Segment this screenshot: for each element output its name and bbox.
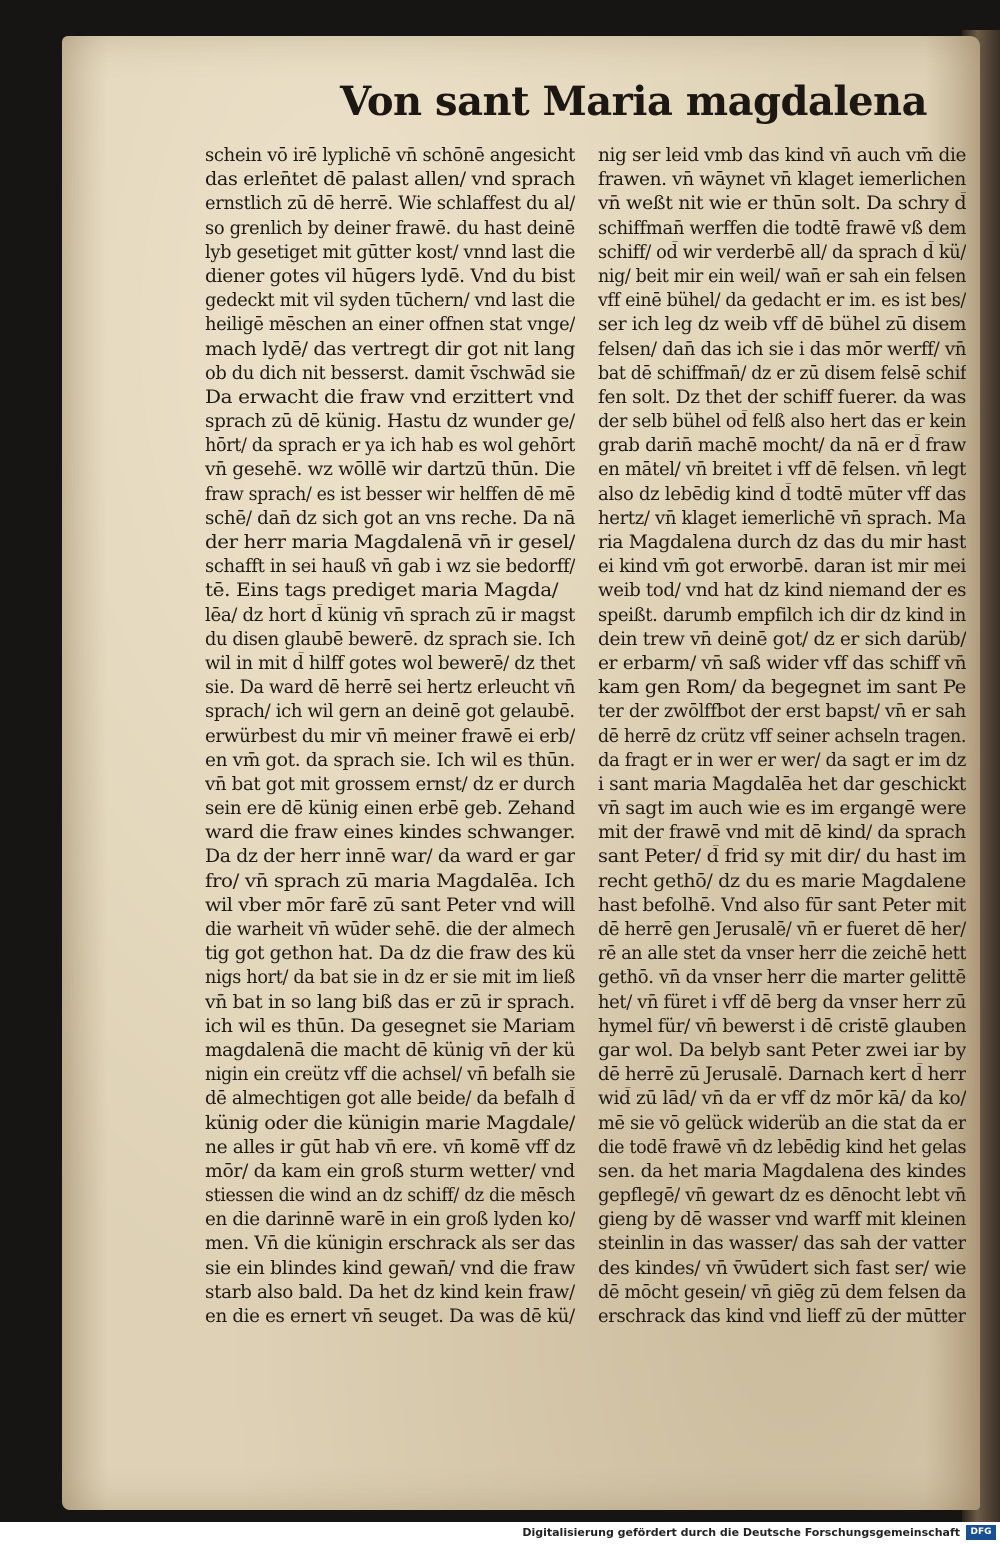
text-line: hertz/ vn̄ klaget iemerlichē vn̄ sprach. Ma: [598, 507, 966, 529]
text-line: felsen/ dan̄ das ich sie i das mōr werff/ vn̄: [598, 338, 966, 360]
text-line: dein trew vn̄ deinē got/ dz er sich darüb/: [598, 628, 966, 650]
text-line: mōr/ da kam ein groß sturm wetter/ vnd: [205, 1160, 575, 1182]
text-line: hōrt/ da sprach er ya ich hab es wol gehōrt: [205, 435, 575, 457]
text-line: tig got gethon hat. Da dz die fraw des kü: [205, 943, 575, 965]
text-line: bat dē schiffman̄/ dz er zū disem felsē schif: [598, 362, 966, 384]
text-line: ser ich leg dz weib vff dē bühel zū disem: [598, 314, 966, 336]
text-line: ter der zwōlffbot der erst bapst/ vn̄ er sah: [598, 701, 966, 723]
text-line: erschrack das kind vnd lieff zū der mūtter: [598, 1306, 966, 1327]
text-line: schiff/ od̄ wir verderbē all/ da sprach d̄ kü/: [598, 241, 966, 263]
text-line: schiffman̄ werffen die todtē frawē vß dem: [598, 217, 966, 239]
text-line: sie ein blindes kind gewan̄/ vnd die fraw: [205, 1257, 575, 1279]
dfg-logo: DFG: [966, 1525, 996, 1540]
text-line: schē/ dan̄ dz sich got an vns reche. Da nā: [205, 507, 575, 529]
text-line: ward die fraw eines kindes schwanger.: [205, 822, 575, 844]
text-line: ernstlich zū dē herrē. Wie schlaffest du al/: [205, 193, 575, 215]
text-line: der herr maria Magdalenā vn̄ ir gesel/: [205, 532, 575, 553]
text-line: mach lydē/ das vertregt dir got nit lang: [205, 338, 575, 360]
text-line: gepflegē/ vn̄ gewart dz es dēnocht lebt vn̄: [598, 1185, 966, 1207]
text-line: nig/ beit mir ein weil/ wan̄ er sah ein felsen: [598, 265, 966, 287]
text-line: gedeckt mit vil syden tūchern/ vnd last die: [205, 290, 575, 312]
text-column-right: [598, 144, 966, 1329]
text-line: gar wol. Da belyb sant Peter zwei iar by: [598, 1039, 966, 1061]
text-line: nigs hort/ da bat sie in dz er sie mit im ließ: [205, 967, 575, 989]
text-line: das erlen̄tet dē palast allen/ vnd sprach: [205, 169, 575, 191]
text-line: vn̄ gesehē. wz wōllē wir dartzū thūn. Die: [205, 459, 575, 481]
text-line: fen solt. Dz thet der schiff fuerer. da was: [598, 386, 966, 408]
text-line: fraw sprach/ es ist besser wir helffen dē mē: [205, 483, 575, 505]
text-line: hymel für/ vn̄ bewerst i dē cristē glauben: [598, 1015, 966, 1037]
text-line: mit der frawē vnd mit dē kind/ da sprach: [598, 822, 966, 844]
text-line: stiessen die wind an dz schiff/ dz die mēsch: [205, 1185, 575, 1207]
text-line: en die darinnē warē in ein groß lyden ko/: [205, 1209, 575, 1231]
footer-credit: Digitalisierung gefördert durch die Deutsche Forschungsgemeinschaft: [522, 1526, 960, 1539]
text-line: en die es ernert vn̄ seuget. Da was dē kü/: [205, 1306, 575, 1327]
text-line: da fragt er in wer er wer/ da sagt er im dz: [598, 749, 966, 771]
running-head: Von sant Maria magdalena: [340, 78, 928, 125]
text-line: sie. Da ward dē herrē sei hertz erleucht vn̄: [205, 677, 575, 699]
text-line: ne alles ir gūt hab vn̄ ere. vn̄ komē vff dz: [205, 1136, 575, 1158]
text-line: sant Peter/ d̄ frid sy mit dir/ du hast im: [598, 846, 966, 868]
text-line: nig ser leid vmb das kind vn̄ auch vm̄ die: [598, 145, 966, 166]
text-line: i sant maria Magdalēa het dar geschickt: [598, 773, 966, 795]
text-line: dē herrē gen Jerusalē/ vn̄ er fueret dē her/: [598, 919, 966, 940]
text-line: dē herrē zū Jerusalē. Darnach kert d̄ herr: [598, 1064, 966, 1086]
text-line: du disen glaubē bewerē. dz sprach sie. Ich: [205, 628, 575, 650]
text-line: gethō. vn̄ da vnser herr die marter gelittē: [598, 967, 966, 989]
text-line: mē sie vō gelück widerüb an die stat da er: [598, 1112, 966, 1134]
text-line: het/ vn̄ füret i vff dē berg da vnser herr zū: [598, 991, 966, 1013]
text-line: nigin ein creütz vff die achsel/ vn̄ befalh sie: [205, 1064, 575, 1086]
text-line: die warheit vn̄ wūder sehē. die der almech: [205, 919, 575, 940]
text-line: men. Vn̄ die künigin erschrack als ser das: [205, 1233, 575, 1255]
text-line: steinlin in das wasser/ das sah der vatter: [598, 1233, 966, 1255]
text-line: grab darin̄ machē mocht/ da nā er d̄ fraw: [598, 435, 966, 457]
text-line: dē mōcht gesein/ vn̄ giēg zū dem felsen da: [598, 1281, 966, 1303]
text-line: fro/ vn̄ sprach zū maria Magdalēa. Ich: [205, 870, 575, 892]
text-line: Da dz der herr innē war/ da ward er gar: [205, 846, 575, 868]
text-line: wid̄ zū lād/ vn̄ da er vff dz mōr kā/ da ko/: [598, 1088, 966, 1110]
footer-bar: [0, 1522, 1000, 1544]
text-line: lēa/ dz hort d̄ künig vn̄ sprach zū ir magst: [205, 604, 575, 626]
text-line: heiligē mēschen an einer offnen stat vnge/: [205, 314, 575, 336]
text-line: Da erwacht die fraw vnd erzittert vnd: [205, 386, 575, 408]
text-line: ich wil es thūn. Da gesegnet sie Mariam: [205, 1015, 575, 1037]
text-line: schein vō irē lyplichē vn̄ schōnē angesicht: [205, 145, 575, 166]
text-line: sprach/ ich wil gern an deinē got gelaubē.: [205, 701, 575, 723]
text-line: so grenlich by deiner frawē. du hast deinē: [205, 217, 575, 239]
text-line: des kindes/ vn̄ v̄wūdert sich fast ser/ wie: [598, 1257, 966, 1279]
text-line: sprach zū dē künig. Hastu dz wunder ge/: [205, 411, 575, 433]
text-line: hast befolhē. Vnd also fūr sant Peter mit: [598, 894, 966, 916]
text-line: erwürbest du mir vn̄ meiner frawē ei erb/: [205, 725, 575, 747]
text-line: wil vber mōr farē zū sant Peter vnd will: [205, 894, 575, 916]
text-column-left: [205, 144, 575, 1329]
text-line: wil in mit d̄ hilff gotes wol bewerē/ dz thet: [205, 652, 575, 674]
text-line: sein ere dē künig einen erbē geb. Zehand: [205, 798, 575, 820]
text-line: rē an alle stet da vnser herr die zeichē hett: [598, 943, 966, 965]
text-line: vn̄ bat in so lang biß das er zū ir sprach.: [205, 991, 575, 1013]
text-line: sen. da het maria Magdalena des kindes: [598, 1160, 966, 1182]
text-line: ob du dich nit besserst. damit v̄schwād sie: [205, 362, 575, 384]
text-line: vff einē bühel/ da gedacht er im. es ist bes/: [598, 290, 966, 312]
text-line: starb also bald. Da het dz kind kein fraw/: [205, 1281, 575, 1303]
text-line: künig oder die künigin marie Magdale/: [205, 1112, 575, 1134]
text-line: weib tod/ vnd hat dz kind niemand der es: [598, 580, 966, 602]
text-line: en mātel/ vn̄ breitet i vff dē felsen. vn̄ legt: [598, 459, 966, 481]
text-line: diener gotes vil hūgers lydē. Vnd du bist: [205, 265, 575, 287]
text-line: die todē frawē vn̄ dz lebēdig kind het gelas: [598, 1136, 966, 1158]
text-line: magdalenā die macht dē künig vn̄ der kü: [205, 1039, 575, 1061]
text-line: dē herrē dz crütz vff seiner achseln tragen.: [598, 725, 966, 747]
text-line: kam gen Rom/ da begegnet im sant Pe: [598, 677, 966, 699]
text-line: lyb gesetiget mit gūtter kost/ vnnd last die: [205, 241, 575, 263]
text-line: ria Magdalena durch dz das du mir hast: [598, 532, 966, 553]
text-line: vn̄ sagt im auch wie es im ergangē were: [598, 798, 966, 820]
text-line: ei kind vm̄ got erworbē. daran ist mir mei: [598, 556, 966, 578]
text-line: en vm̄ got. da sprach sie. Ich wil es thūn.: [205, 749, 575, 771]
text-line: gieng by dē wasser vnd warff mit kleinen: [598, 1209, 966, 1231]
text-line: recht gethō/ dz du es marie Magdalene: [598, 870, 966, 892]
text-line: frawen. vn̄ wāynet vn̄ klaget iemerlichen: [598, 169, 966, 191]
text-line: der selb bühel od̄ felß also hert das er kein: [598, 411, 966, 433]
text-line: also dz lebēdig kind d̄ todtē mūter vff das: [598, 483, 966, 505]
text-line: vn̄ bat got mit grossem ernst/ dz er durch: [205, 773, 575, 795]
text-line: schafft in sei hauß vn̄ gab i wz sie bedorff/: [205, 556, 575, 578]
text-line: vn̄ weßt nit wie er thūn solt. Da schry d̄: [598, 193, 966, 215]
text-line: er erbarm/ vn̄ saß wider vff das schiff vn̄: [598, 652, 966, 674]
text-line: dē almechtigen got alle beide/ da befalh d̄: [205, 1088, 575, 1110]
text-line: tē. Eins tags prediget maria Magda/: [205, 580, 559, 602]
text-line: speißt. darumb empfilch ich dir dz kind in: [598, 604, 966, 626]
